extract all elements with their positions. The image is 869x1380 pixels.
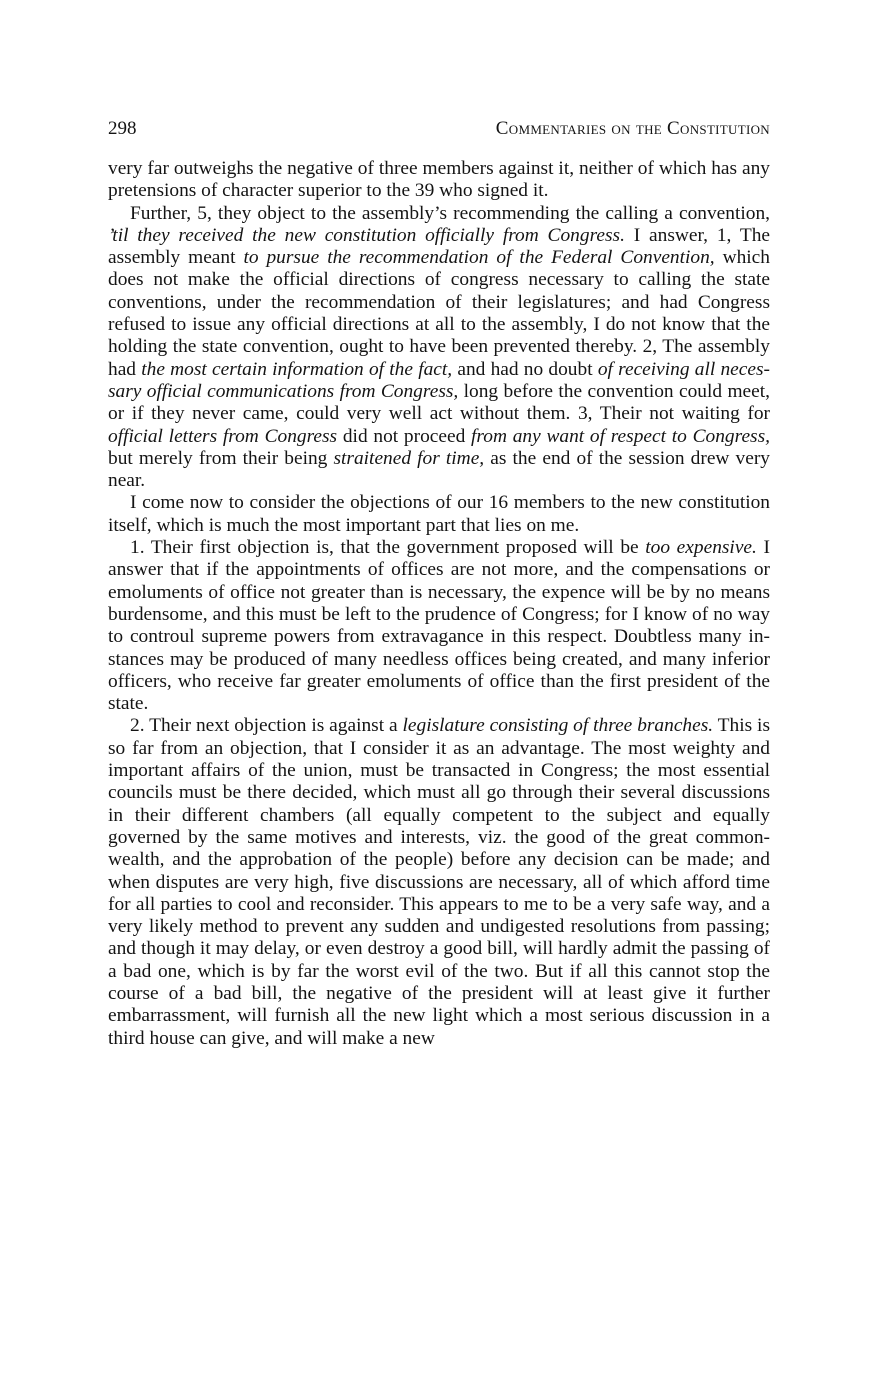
running-head (108, 118, 770, 158)
text-run: did not proceed (337, 425, 472, 447)
italic-text: legislature consisting of three branches. (402, 715, 714, 737)
italic-text: the most certain information of the fact, (141, 358, 453, 380)
text-run: I answer that if the appointments of offices are not more, and the compensations or emoluments of office not greater than is necessary, the expence will be by no means burdensome, and this must be left to the prudence of Congress; for I know of no way to controul supreme powers from extravagance in this respect. Doubtless many instances may be produced of many needless offices being created, and many inferior officers, who receive far greater emoluments of office than the first president of the state. (108, 537, 770, 715)
text-run: very far outweighs the negative of three members against it, neither of which has any pretensions of character superior to the 39 who signed it. (108, 158, 770, 202)
text-run: which does not make the official directions of congress necessary to calling the state conventions, under the recommendation of their legislatures; and had Congress refused to issue any official directions at all to the assembly, I do not know that the holding the state convention, ought to have been prevented thereby. 2, The assembly had (108, 247, 770, 380)
italic-text: too expensive. (645, 537, 757, 559)
text-run: but merely from their being (108, 447, 334, 469)
text-run: and had no doubt (452, 358, 598, 380)
text-run: 1. Their first objection is, that the government proposed will be (130, 537, 646, 559)
paragraph (108, 158, 770, 203)
text-run: I come now to consider the objections of our 16 members to the new constitution itself, which is much the most important part that lies on me. (108, 492, 770, 536)
page-number: 298 (108, 118, 137, 139)
running-title: Commentaries on the Constitution (495, 118, 770, 139)
paragraph (108, 537, 770, 715)
body-text (108, 158, 770, 1050)
italic-text: to pursue the recommendation of the Federal Convention, (243, 247, 715, 269)
italic-text: from any want of respect to Congress, (471, 425, 770, 447)
text-run: as the end of the session drew very near. (108, 447, 770, 492)
text-run: long before the convention could meet, or if they never came, could very well act without them. 3, Their not waiting for (108, 380, 770, 425)
italic-text: of receiving all necessary official communications from Congress, (108, 358, 771, 402)
text-run: This is so far from an objection, that I consider it as an advantage. The most weighty and important affairs of the union, must be transacted in Congress; the most essential councils must be there decided, which must all go through their several discussions in their different chambers (all equally competent to the subject and equally governed by the same motives and interests, viz. the good of the great commonwealth, and the approbation of the people) before any decision can be made; and when disputes are very high, five discussions are necessary, all of which afford time for all parties to cool and reconsider. This appears to me to be a very safe way, and a very likely method to prevent any sudden and undigested resolutions from passing; and though it may delay, or even destroy a good bill, will hardly admit the passing of a bad one, which is by far the worst evil of the two. But if all this cannot stop the course of a bad bill, the negative of the president will at least give it further embarrassment, will furnish all the new light which a most serious discussion in a third house can give, and will make a new (108, 715, 770, 1049)
italic-text: official letters from Congress (108, 425, 338, 447)
book-page (108, 118, 770, 1050)
text-run: I answer, 1, The assembly meant (108, 224, 770, 269)
paragraph (108, 492, 770, 537)
paragraph (108, 203, 770, 493)
paragraph (108, 715, 770, 1049)
text-run: Further, 5, they object to the assembly’s recommending the calling a convention, (130, 202, 770, 224)
italic-text: straitened for time, (333, 447, 485, 469)
text-run: 2. Their next objection is against a (130, 715, 403, 737)
italic-text: ’til they received the new constitution officially from Congress. (108, 224, 625, 246)
